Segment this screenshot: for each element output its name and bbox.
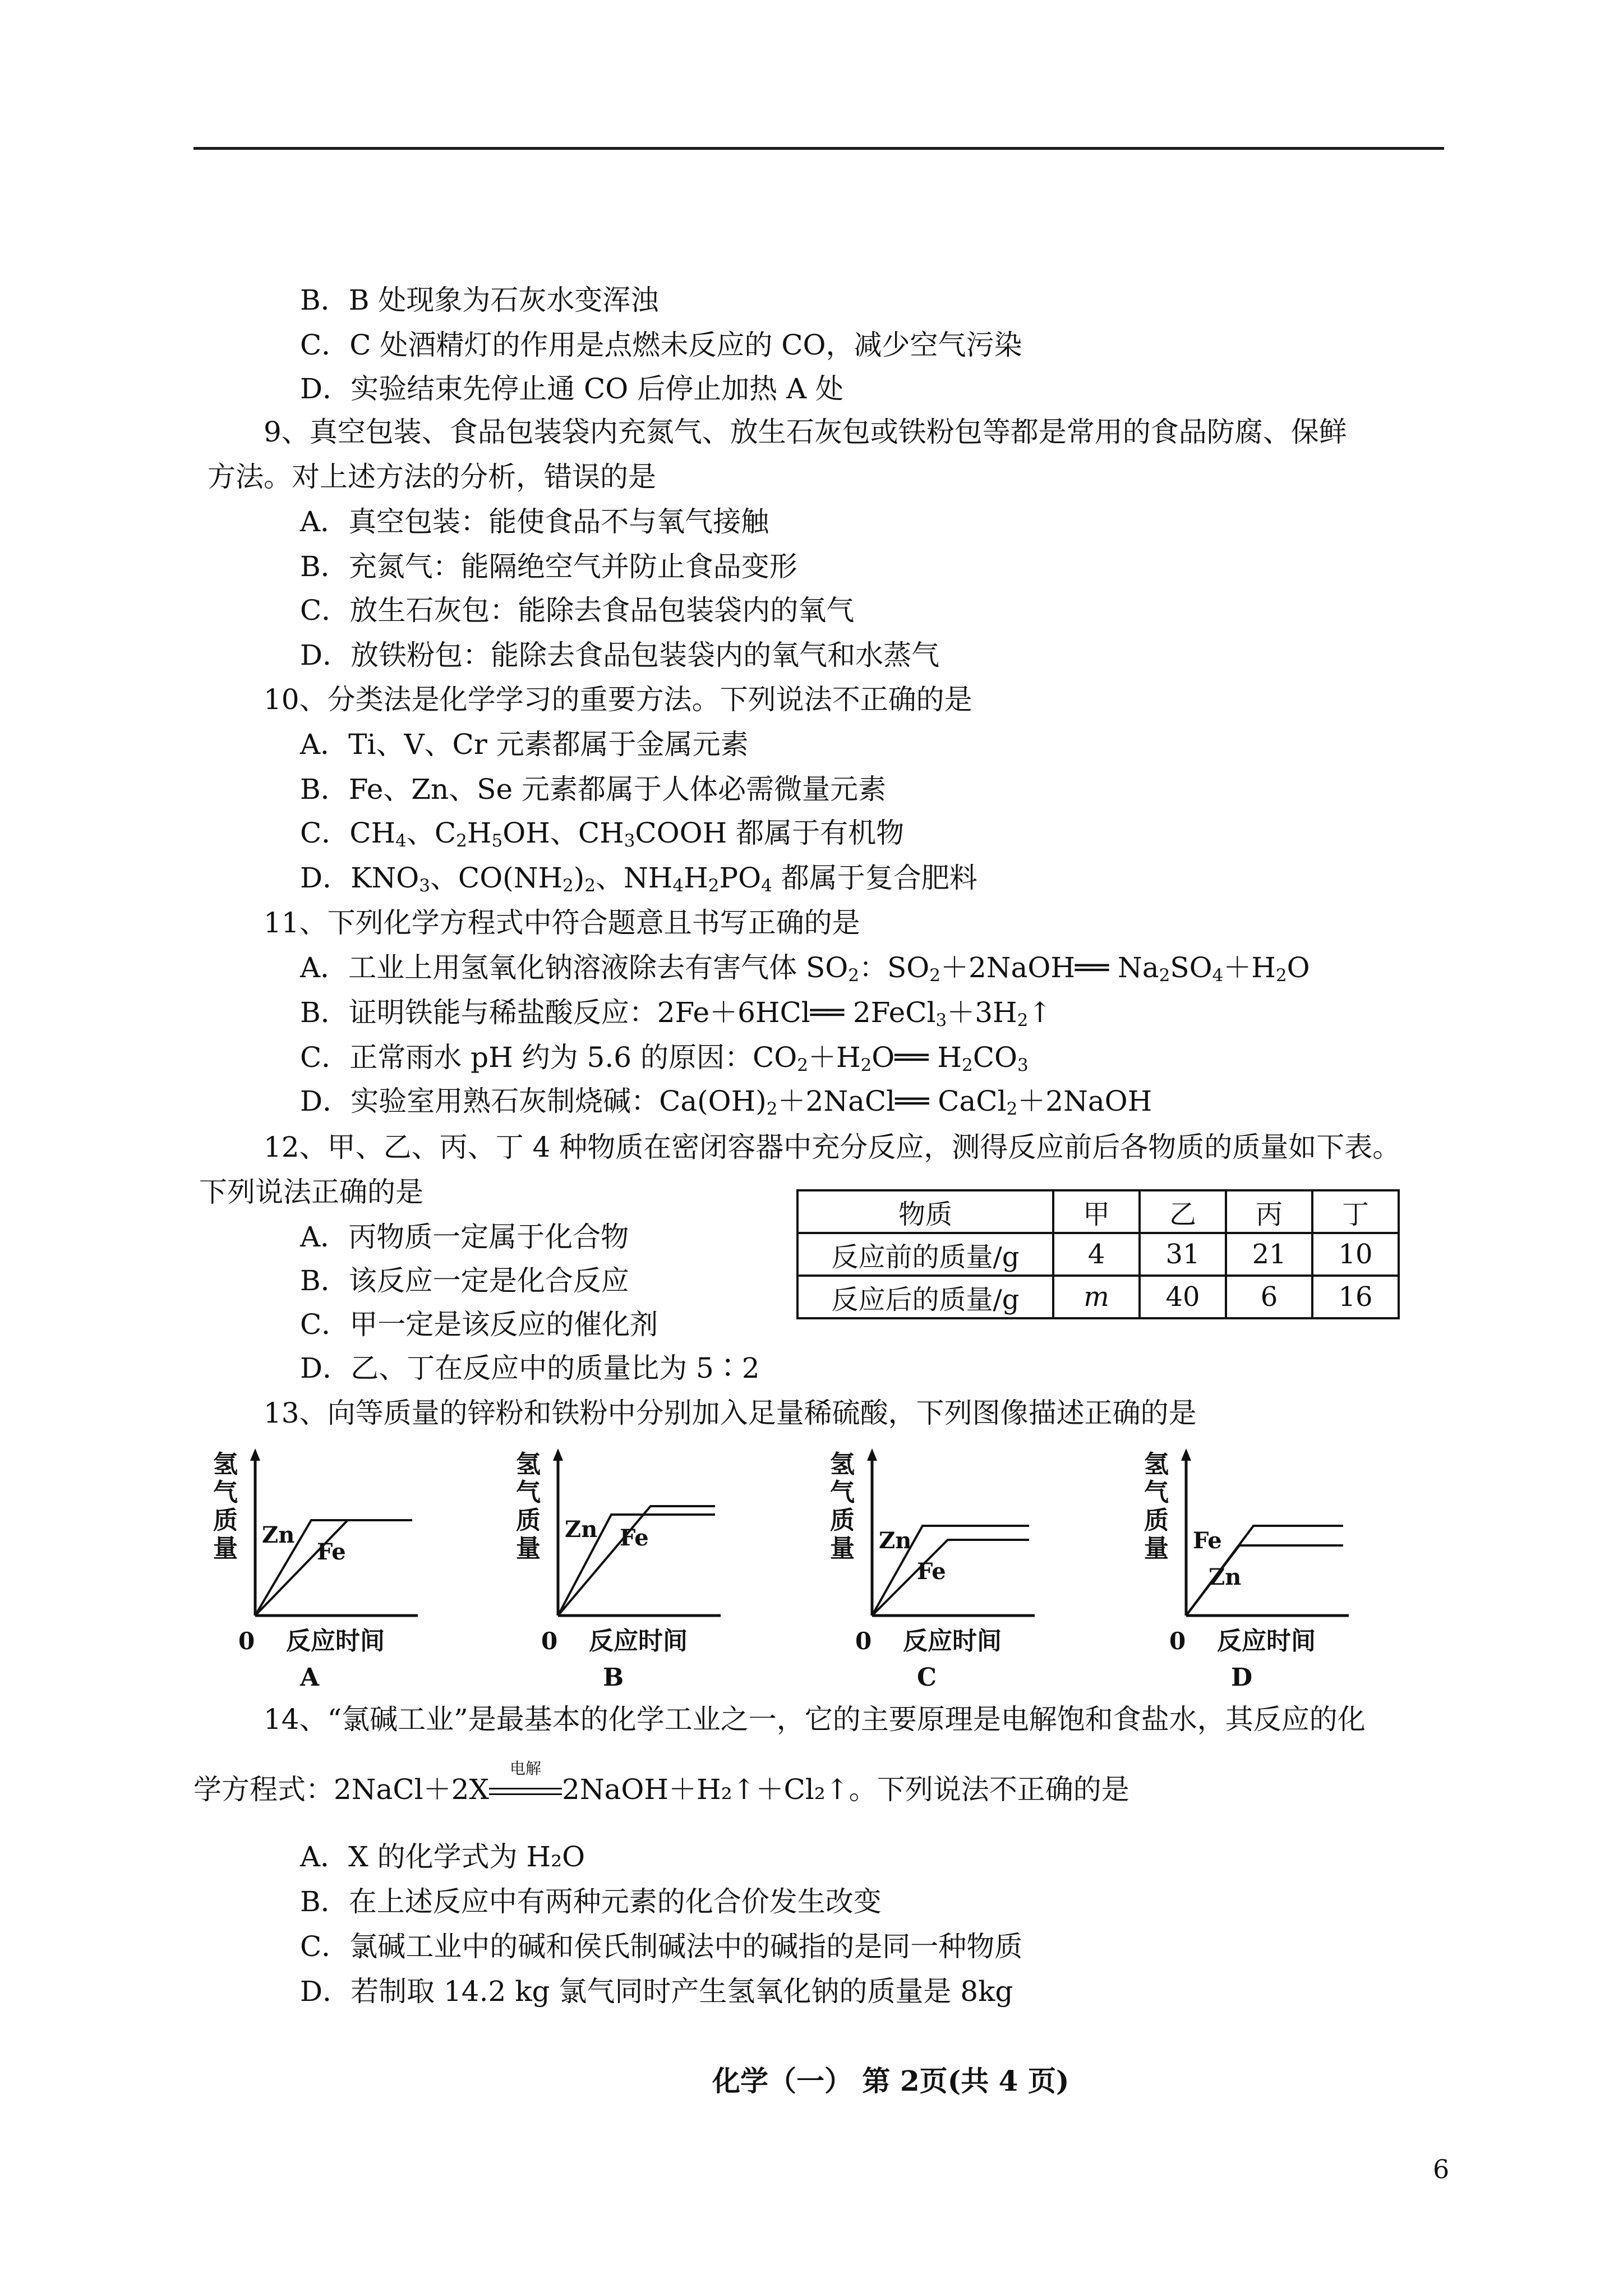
q11-option-d: D．实验室用熟石灰制烧碱：$Ca(OH)_2+2NaCl══$ CaCl$_2$＋2NaOH xyxy=(300,1085,1152,1119)
table-cell: 6 xyxy=(1226,1276,1312,1318)
q9-stem-line1: 9、真空包装、食品包装袋内充氮气、放生石灰包或铁粉包等都是常用的食品防腐、保鲜 xyxy=(264,416,1347,448)
q14-option-b: B．在上述反应中有两种元素的化合价发生改变 xyxy=(300,1885,882,1918)
q14-option-c: C．氯碱工业中的碱和侯氏制碱法中的碱指的是同一种物质 xyxy=(300,1930,1023,1963)
table-header-cell: 丙 xyxy=(1226,1190,1312,1233)
graph-option-a xyxy=(213,1447,460,1694)
table-cell: 反应后的质量/g xyxy=(797,1276,1053,1318)
q11-option-a: A．工业上用氢氧化钠溶液除去有害气体 $SO_2$：$SO_2+2NaOH══$ $Na_2SO_4+H_2O$ xyxy=(300,951,1310,986)
graph-letter: A xyxy=(300,1663,320,1692)
y-axis-label-char: 量 xyxy=(1144,1534,1169,1563)
table-header-cell: 物质 xyxy=(797,1190,1053,1233)
lower-curve-label: Fe xyxy=(317,1539,346,1565)
q8-option-b: B．B 处现象为石灰水变浑浊 xyxy=(300,284,659,316)
q13-stem: 13、向等质量的锌粉和铁粉中分别加入足量稀硫酸，下列图像描述正确的是 xyxy=(264,1397,1197,1429)
q9-option-c: C．放生石灰包：能除去食品包装袋内的氧气 xyxy=(300,594,855,627)
x-axis-label: 反应时间 xyxy=(286,1627,385,1655)
graph-svg xyxy=(516,1447,763,1694)
q10-option-d: D．$KNO_3$、$CO(NH_2)_2$、$NH_4H_2PO_4$ 都属于复合肥料 xyxy=(300,862,978,896)
graph-svg xyxy=(1144,1447,1391,1694)
y-axis-label-char: 氢 xyxy=(830,1450,855,1479)
upper-curve-label: Zn xyxy=(565,1516,598,1543)
y-axis-label-char: 质 xyxy=(213,1506,238,1535)
lower-curve-label: Fe xyxy=(917,1558,946,1585)
table-cell: 4 xyxy=(1053,1233,1140,1276)
y-axis-arrow-icon xyxy=(250,1448,260,1461)
origin-label: 0 xyxy=(238,1627,255,1655)
q10-option-b: B．Fe、Zn、Se 元素都属于人体必需微量元素 xyxy=(300,773,886,806)
graph-option-d xyxy=(1144,1447,1391,1694)
y-axis-label-char: 气 xyxy=(830,1478,855,1507)
q8-option-d: D．实验结束先停止通 CO 后停止加热 A 处 xyxy=(300,372,844,405)
table-row xyxy=(797,1233,1399,1276)
q10-option-a: A．Ti、V、Cr 元素都属于金属元素 xyxy=(300,728,749,761)
upper-curve-label: Fe xyxy=(1193,1527,1222,1554)
y-axis-label-char: 氢 xyxy=(516,1450,541,1479)
q9-option-a: A．真空包装：能使食品不与氧气接触 xyxy=(300,505,769,538)
q11-option-c: C．正常雨水 pH 约为 5.6 的原因：$CO_2+H_2O══$ $H_2CO_3$ xyxy=(300,1041,1029,1075)
origin-label: 0 xyxy=(541,1627,558,1655)
q11-option-b: B．证明铁能与稀盐酸反应：2Fe＋6HCl══ $2FeCl_3+3H_2↑$ xyxy=(300,996,1052,1030)
table-header-cell: 甲 xyxy=(1053,1190,1140,1233)
q14-stem-line1: 14、“氯碱工业”是最基本的化学工业之一，它的主要原理是电解饱和食盐水，其反应的化 xyxy=(264,1703,1366,1736)
x-axis-label: 反应时间 xyxy=(589,1627,688,1655)
lower-curve-label: Fe xyxy=(620,1525,649,1551)
page-footer: 化学（一） 第 2页(共 4 页) xyxy=(712,2064,1069,2097)
y-axis-arrow-icon xyxy=(553,1448,563,1461)
table-cell: 16 xyxy=(1312,1276,1399,1318)
y-axis-label-char: 气 xyxy=(1144,1478,1169,1507)
q12-option-d: D．乙、丁在反应中的质量比为 5∶2 xyxy=(300,1352,760,1384)
y-axis-label-char: 气 xyxy=(516,1478,541,1507)
graph-letter: C xyxy=(917,1663,937,1692)
origin-label: 0 xyxy=(855,1627,872,1655)
q9-option-d: D．放铁粉包：能除去食品包装袋内的氧气和水蒸气 xyxy=(300,639,940,671)
lower-curve-label: Zn xyxy=(1209,1564,1242,1590)
q12-stem: 12、甲、乙、丙、丁 4 种物质在密闭容器中充分反应，测得反应前后各物质的质量如下表。 xyxy=(264,1131,1401,1163)
graph-letter: D xyxy=(1231,1663,1253,1692)
equation-arrow: 电解 xyxy=(489,1778,562,1806)
y-axis-label-char: 量 xyxy=(516,1534,541,1563)
q10-option-c: C．$CH_4$、$C_2H_5OH$、$CH_3COOH$ 都属于有机物 xyxy=(300,817,905,851)
q12-stem-line2: 下列说法正确的是 xyxy=(199,1176,423,1208)
table-cell: 10 xyxy=(1312,1233,1399,1276)
table-cell: m xyxy=(1053,1276,1140,1318)
q14-option-a: A．X 的化学式为 H₂O xyxy=(300,1841,585,1873)
y-axis-label-char: 质 xyxy=(1144,1506,1169,1535)
q12-option-c: C．甲一定是该反应的催化剂 xyxy=(300,1308,658,1341)
q14-option-d: D．若制取 14.2 kg 氯气同时产生氢氧化钠的质量是 8kg xyxy=(300,1975,1013,2008)
q9-stem-line2: 方法。对上述方法的分析，错误的是 xyxy=(208,461,656,493)
table-cell: 31 xyxy=(1140,1233,1226,1276)
x-axis-label: 反应时间 xyxy=(1217,1627,1316,1655)
q12-option-b: B．该反应一定是化合反应 xyxy=(300,1264,629,1297)
y-axis-label-char: 质 xyxy=(830,1506,855,1535)
q9-option-b: B．充氮气：能隔绝空气并防止食品变形 xyxy=(300,550,797,583)
y-axis-arrow-icon xyxy=(1181,1448,1191,1461)
q11-stem: 11、下列化学方程式中符合题意且书写正确的是 xyxy=(264,907,860,939)
table-header-row xyxy=(797,1190,1399,1233)
y-axis-label-char: 氢 xyxy=(213,1450,238,1479)
table-header-cell: 丁 xyxy=(1312,1190,1399,1233)
graph-option-c xyxy=(830,1447,1077,1694)
y-axis-label-char: 气 xyxy=(213,1478,238,1507)
page-number: 6 xyxy=(1433,2154,1450,2184)
upper-curve-label: Zn xyxy=(262,1522,295,1548)
q12-option-a: A．丙物质一定属于化合物 xyxy=(300,1221,629,1253)
y-axis-label-char: 量 xyxy=(830,1534,855,1563)
upper-curve-label: Zn xyxy=(879,1527,912,1554)
table-cell: 21 xyxy=(1226,1233,1312,1276)
q8-option-c: C．C 处酒精灯的作用是点燃未反应的 CO，减少空气污染 xyxy=(300,329,1022,361)
y-axis-label-char: 氢 xyxy=(1144,1450,1169,1479)
x-axis-label: 反应时间 xyxy=(903,1627,1002,1655)
table-cell: 反应前的质量/g xyxy=(797,1233,1053,1276)
y-axis-arrow-icon xyxy=(867,1448,877,1461)
table-cell: 40 xyxy=(1140,1276,1226,1318)
graph-svg xyxy=(213,1447,460,1694)
table-row xyxy=(797,1276,1399,1318)
mass-table xyxy=(796,1189,1400,1319)
table-header-cell: 乙 xyxy=(1140,1190,1226,1233)
graph-option-b xyxy=(516,1447,763,1694)
graph-letter: B xyxy=(603,1663,624,1692)
q14-stem-line2: 学方程式：2NaCl＋2X 电解 2NaOH＋H₂↑＋Cl₂↑。下列说法不正确的是 xyxy=(193,1759,1129,1806)
graph-svg xyxy=(830,1447,1077,1694)
origin-label: 0 xyxy=(1169,1627,1186,1655)
q10-stem: 10、分类法是化学学习的重要方法。下列说法不正确的是 xyxy=(264,683,972,716)
header-rule xyxy=(193,147,1444,150)
y-axis-label-char: 质 xyxy=(516,1506,541,1535)
y-axis-label-char: 量 xyxy=(213,1534,238,1563)
